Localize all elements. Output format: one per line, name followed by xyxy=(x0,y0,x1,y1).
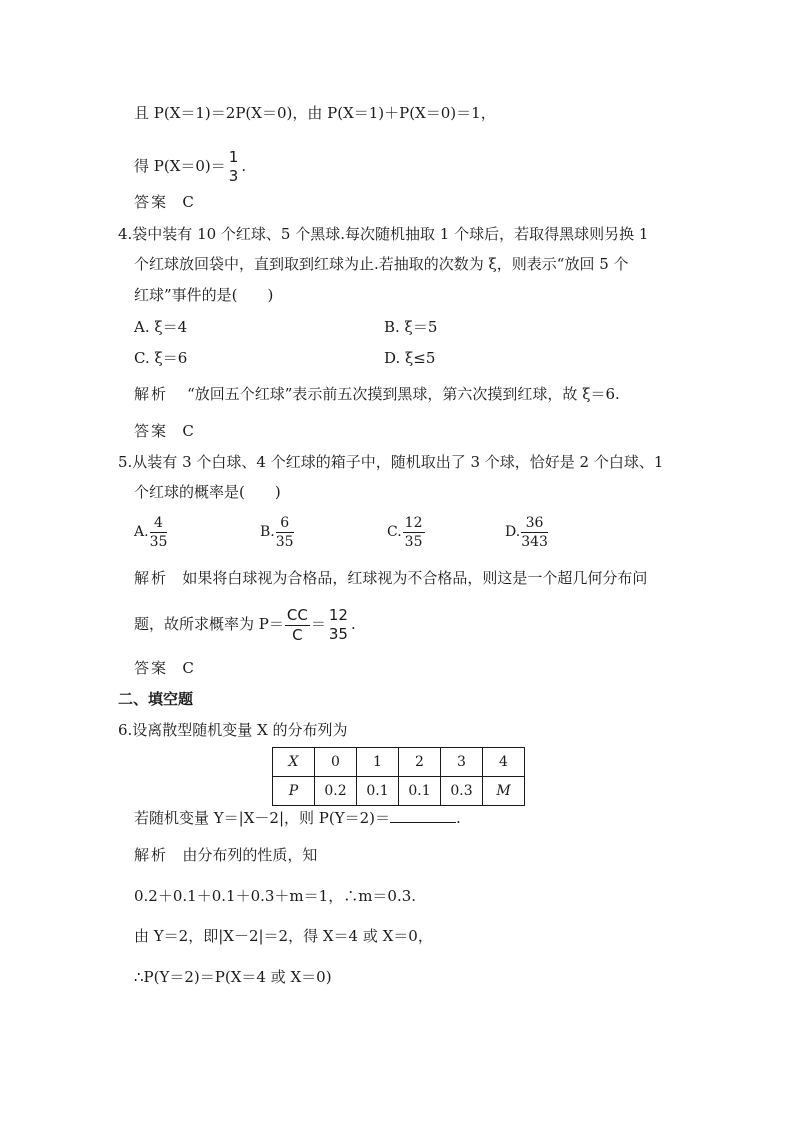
table-cell: 4 xyxy=(483,748,525,777)
answer-q4 xyxy=(134,421,194,441)
fraction-numerator: 1 xyxy=(228,148,239,166)
fraction-denominator: 3 xyxy=(228,167,239,185)
distribution-table xyxy=(272,747,525,806)
q5-option-c xyxy=(387,512,426,552)
fraction-denominator: C xyxy=(292,625,303,644)
analysis-line-2-suffix: . xyxy=(350,615,356,633)
q5-option-d xyxy=(505,512,549,552)
answer-label: 答案 xyxy=(134,422,169,440)
q6-analysis-line-3: ∴P(Y＝2)＝P(X＝4 或 X＝0) xyxy=(134,968,332,986)
q6-analysis-line-1: 0.2＋0.1＋0.1＋0.3＋m＝1，∴m＝0.3. xyxy=(134,887,417,905)
fraction-numerator: 6 xyxy=(276,516,294,533)
fraction-denominator: 35 xyxy=(404,533,423,550)
option-label: D. xyxy=(505,524,521,540)
answer-value: C xyxy=(182,659,194,677)
option-d-fraction xyxy=(521,516,548,549)
q5-analysis xyxy=(134,568,647,588)
analysis-label: 解析 xyxy=(134,385,169,403)
solution-line-2-prefix: 得 P(X＝0)＝ xyxy=(134,157,226,175)
q4-option-c: C. ξ＝6 xyxy=(134,349,188,367)
q5-option-a xyxy=(134,512,168,552)
table-cell: 1 xyxy=(357,748,399,777)
table-row xyxy=(273,777,525,806)
table-cell: P xyxy=(273,777,315,806)
fraction-numerator: 36 xyxy=(521,516,548,533)
section-title: 二、填空题 xyxy=(118,690,194,708)
fraction-denominator: 35 xyxy=(149,533,168,550)
option-b-fraction xyxy=(276,516,294,549)
q4-analysis xyxy=(134,384,620,404)
q5-analysis-line-2 xyxy=(134,604,356,644)
solution-line-2-suffix: . xyxy=(241,157,247,175)
analysis-text: 如果将白球视为合格品，红球视为不合格品，则这是一个超几何分布问 xyxy=(182,569,648,587)
option-c-fraction xyxy=(403,516,425,549)
solution-line-1: 且 P(X＝1)＝2P(X＝0)，由 P(X＝1)＋P(X＝0)＝1， xyxy=(134,104,496,122)
table-cell: 0.2 xyxy=(315,777,357,806)
q5-option-b xyxy=(260,512,295,552)
fraction-denominator: 35 xyxy=(328,625,348,643)
option-a-fraction xyxy=(150,516,168,549)
option-label: C. xyxy=(387,524,402,540)
answer-blank xyxy=(390,808,456,823)
analysis-line-2-prefix: 题，故所求概率为 P＝ xyxy=(134,615,284,633)
q5-stem-line-2: 个红球的概率是( ) xyxy=(134,483,281,501)
fraction-denominator: 343 xyxy=(521,533,548,550)
table-cell: 0.1 xyxy=(399,777,441,806)
answer-label: 答案 xyxy=(134,659,169,677)
q6-analysis-line-2: 由 Y＝2，即|X－2|＝2，得 X＝4 或 X＝0， xyxy=(134,927,433,945)
table-cell: X xyxy=(273,748,315,777)
q6-question-suffix: . xyxy=(456,809,461,827)
combination-fraction xyxy=(285,605,310,644)
fraction-denominator: 35 xyxy=(275,533,294,550)
fraction-numerator: 4 xyxy=(150,516,168,533)
equals-sign: ＝ xyxy=(310,615,326,633)
analysis-label: 解析 xyxy=(134,569,169,587)
fraction-numerator: CC xyxy=(286,605,308,624)
answer-label: 答案 xyxy=(134,193,169,211)
analysis-text: “放回五个红球”表示前五次摸到黑球，第六次摸到红球，故 ξ＝6. xyxy=(187,385,620,403)
q6-question xyxy=(134,808,461,828)
analysis-text: 由分布列的性质，知 xyxy=(182,846,318,864)
table-cell: 0.1 xyxy=(357,777,399,806)
fraction-numerator: 12 xyxy=(328,606,348,624)
q6-analysis xyxy=(134,845,317,865)
option-label: B. xyxy=(260,524,275,540)
q4-option-b: B. ξ＝5 xyxy=(384,318,438,336)
table-row xyxy=(273,748,525,777)
table-cell: 2 xyxy=(399,748,441,777)
q6-question-prefix: 若随机变量 Y＝|X－2|，则 P(Y＝2)＝ xyxy=(134,809,391,827)
q6-stem: 6.设离散型随机变量 X 的分布列为 xyxy=(118,721,348,739)
solution-line-2 xyxy=(134,146,246,186)
result-fraction xyxy=(327,608,350,642)
answer-q3 xyxy=(134,192,194,212)
fraction-one-third xyxy=(227,150,241,184)
option-label: A. xyxy=(134,524,149,540)
fraction-numerator: 12 xyxy=(404,514,423,531)
table-cell: 3 xyxy=(441,748,483,777)
table-cell: M xyxy=(483,777,525,806)
table-cell: 0.3 xyxy=(441,777,483,806)
answer-value: C xyxy=(182,193,194,211)
answer-value: C xyxy=(182,422,194,440)
q4-stem-line-2: 个红球放回袋中，直到取到红球为止.若抽取的次数为 ξ，则表示“放回 5 个 xyxy=(134,255,629,273)
analysis-label: 解析 xyxy=(134,846,169,864)
answer-q5 xyxy=(134,658,194,678)
q4-option-d: D. ξ≤5 xyxy=(384,349,436,367)
q5-stem-line-1: 5.从装有 3 个白球、4 个红球的箱子中，随机取出了 3 个球，恰好是 2 个白球、1 xyxy=(118,453,664,471)
table-cell: 0 xyxy=(315,748,357,777)
q4-option-a: A. ξ＝4 xyxy=(134,318,188,336)
q4-stem-line-1: 4.袋中装有 10 个红球、5 个黑球.每次随机抽取 1 个球后，若取得黑球则另换 1 xyxy=(118,225,649,243)
q4-stem-line-3: 红球”事件的是( ) xyxy=(134,286,274,304)
